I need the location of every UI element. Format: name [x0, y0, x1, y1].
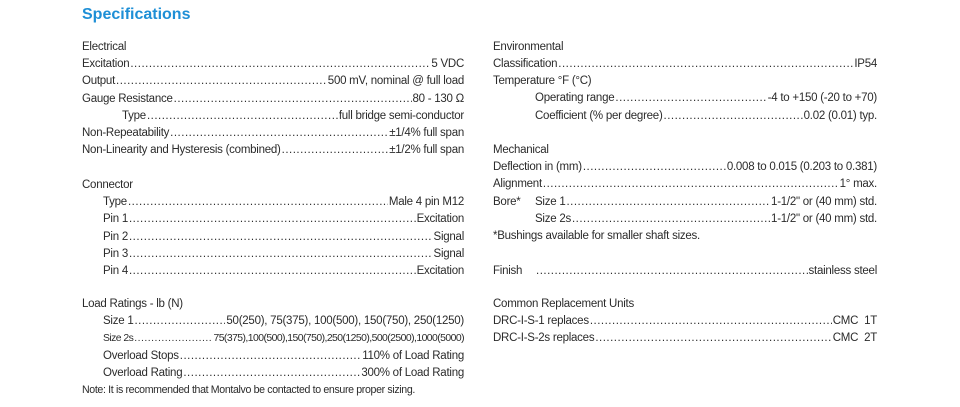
spec-row: Size 1 ..... 50(250), 75(375), 100(500), 150(750), 250(1250): [82, 313, 464, 330]
bushings-note: *Bushings available for smaller shaft sizes.: [493, 230, 700, 243]
spec-row: Size 2s ..... 75(375),100(500),150(750),250(1250),500(2500),1000(5000): [82, 330, 464, 347]
spec-row: Classification ..... IP54: [493, 56, 877, 73]
spec-row: Excitation ..... 5 VDC: [82, 56, 464, 73]
spec-row: Type ..... full bridge semi-conductor: [82, 108, 464, 125]
replacement-section: [493, 296, 877, 348]
connector-section: [82, 177, 464, 280]
spec-row: Non-Linearity and Hysteresis (combined) ..... ±1/2% full span: [82, 142, 464, 159]
spec-row: Operating range ..... -4 to +150 (-20 to +70): [493, 90, 877, 107]
section-heading: Connector: [82, 179, 133, 191]
section-heading: Mechanical: [493, 144, 549, 156]
spec-row: Bore* Size 1 ..... 1-1/2" or (40 mm) std.: [493, 194, 877, 211]
page-title: Specifications: [82, 6, 191, 23]
spec-row: Gauge Resistance ..... 80 - 130 Ω: [82, 91, 464, 108]
section-heading: Common Replacement Units: [493, 298, 635, 310]
section-heading: Load Ratings - lb (N): [82, 298, 183, 310]
spec-row: DRC-I-S-1 replaces ..... CMC 1T: [493, 313, 877, 330]
spec-row: Type ..... Male 4 pin M12: [82, 194, 464, 211]
temperature-heading: Temperature °F (°C): [493, 75, 592, 88]
sizing-note: Note: It is recommended that Montalvo be contacted to ensure proper sizing.: [82, 384, 415, 397]
electrical-section: [82, 39, 464, 160]
spec-row: Pin 2 ..... Signal: [82, 229, 464, 246]
mechanical-section: [493, 142, 877, 245]
environmental-section: [493, 39, 877, 125]
spec-row: Pin 3 ..... Signal: [82, 246, 464, 263]
spec-row: DRC-I-S-2s replaces ..... CMC 2T: [493, 330, 877, 347]
spec-row: Overload Rating ..... 300% of Load Rating: [82, 365, 464, 382]
spec-row: Size 2s ..... 1-1/2" or (40 mm) std.: [493, 211, 877, 228]
spec-row: Coefficient (% per degree) ..... 0.02 (0.01) typ.: [493, 108, 877, 125]
finish-section: [493, 263, 877, 280]
spec-row: Pin 1 ..... Excitation: [82, 211, 464, 228]
section-heading: Electrical: [82, 41, 127, 53]
spec-row: Alignment ..... 1° max.: [493, 176, 877, 193]
spec-row: Non-Repeatability ..... ±1/4% full span: [82, 125, 464, 142]
section-heading: Environmental: [493, 41, 564, 53]
spec-row: Deflection in (mm) ..... 0.008 to 0.015 (0.203 to 0.381): [493, 159, 877, 176]
load-ratings-section: [82, 296, 464, 399]
spec-row: Overload Stops ..... 110% of Load Rating: [82, 348, 464, 365]
spec-row: Output ..... 500 mV, nominal @ full load: [82, 73, 464, 90]
spec-row: Finish ..... stainless steel: [493, 263, 877, 280]
spec-row: Pin 4 ..... Excitation: [82, 263, 464, 280]
